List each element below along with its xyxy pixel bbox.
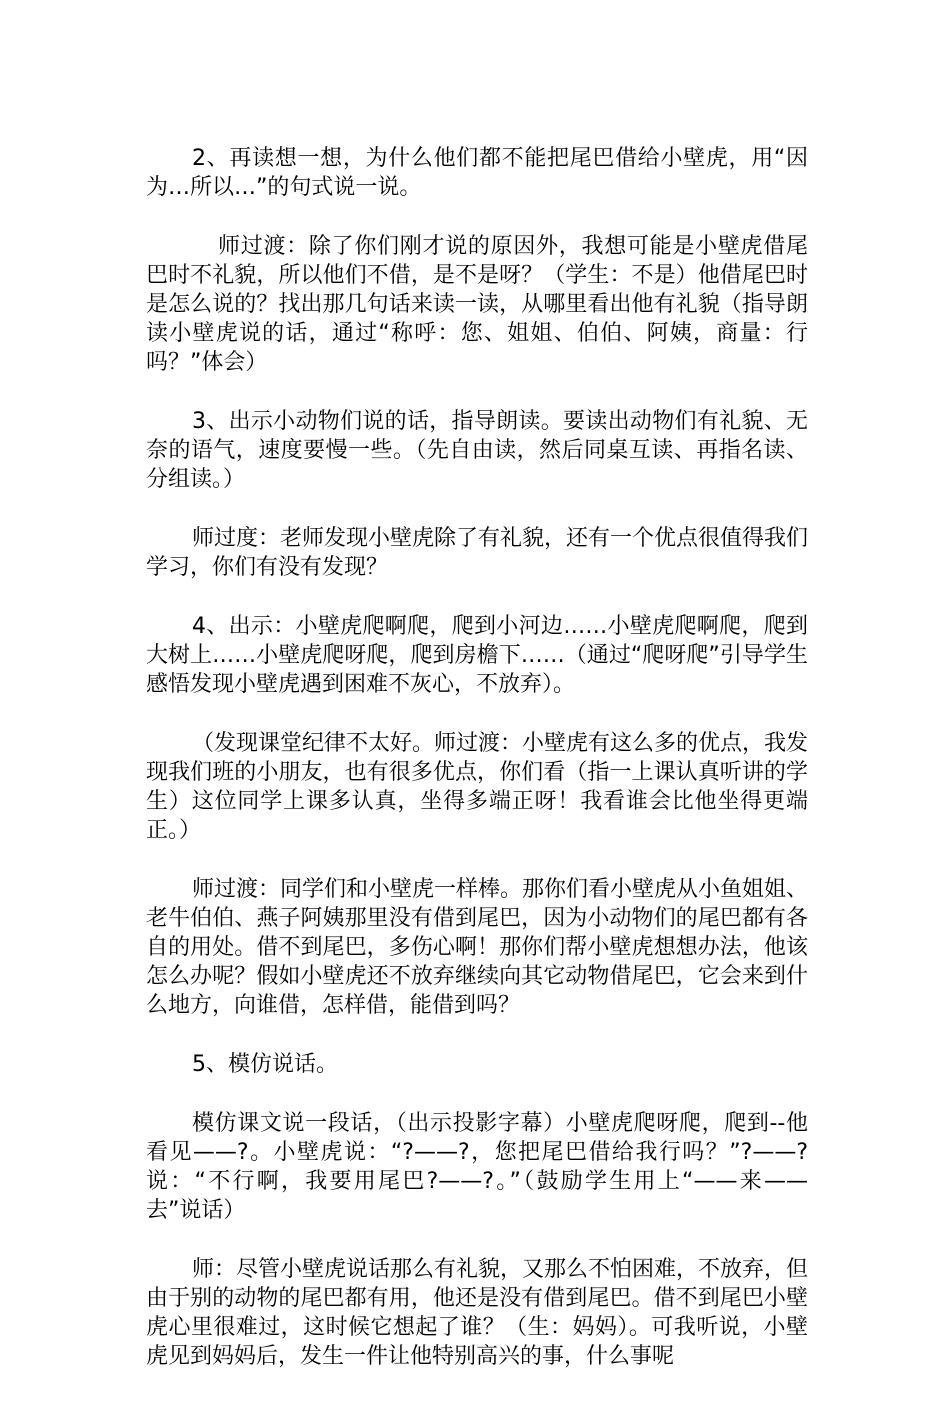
paragraph-teacher-transition-politeness: 师过渡：除了你们刚才说的原因外，我想可能是小壁虎借尾巴时不礼貌，所以他们不借，是不是呀？（学生：不是）他借尾巴时是怎么说的？找出那几句话来读一读，从哪里看出他有礼貌（指导朗读小壁虎说的话，通过“称呼：您、姐姐、伯伯、阿姨，商量：行吗？”体会） (146, 234, 808, 375)
paragraph-teacher-transition-merit: 师过度：老师发现小壁虎除了有礼貌，还有一个优点很值得我们学习，你们有没有发现？ (146, 526, 809, 580)
paragraph-teacher-transition-help: 师过渡：同学们和小壁虎一样棒。那你们看小壁虎从小鱼姐姐、老牛伯伯、燕子阿姨那里没有借到尾巴，因为小动物们的尾巴都有各自的用处。借不到尾巴，多伤心啊！那你们帮小壁虎想想办法，他该怎么办呢？假如小壁虎还不放弃继续向其它动物借尾巴，它会来到什么地方，向谁借，怎样借，能借到吗？ (146, 877, 809, 1018)
document-body (146, 144, 808, 1401)
paragraph-imitation-exercise: 模仿课文说一段话，（出示投影字幕）小壁虎爬呀爬，爬到--他看见——?。小壁虎说：“?——?，您把尾巴借给我行吗？”?——?说：“不行啊，我要用尾巴?——?。”（鼓励学生用上“——来——去”说话） (146, 1111, 808, 1223)
paragraph-classroom-discipline: （发现课堂纪律不太好。师过渡：小壁虎有这么多的优点，我发现我们班的小朋友，也有很多优点，你们看（指一上课认真听讲的学生）这位同学上课多认真，坐得多端正呀！我看谁会比他坐得更端正。） (146, 731, 809, 843)
paragraph-step-3: 3、出示小动物们说的话，指导朗读。要读出动物们有礼貌、无奈的语气，速度要慢一些。（先自由读，然后同桌互读、再指名读、分组读。） (146, 409, 808, 492)
paragraph-step-4: 4、出示：小壁虎爬啊爬，爬到小河边……小壁虎爬啊爬，爬到大树上……小壁虎爬呀爬，爬到房檐下……（通过“爬呀爬”引导学生感悟发现小壁虎遇到困难不灰心，不放弃）。 (146, 614, 808, 697)
paragraph-teacher-conclusion: 师：尽管小壁虎说话那么有礼貌，又那么不怕困难，不放弃，但由于别的动物的尾巴都有用，他还是没有借到尾巴。借不到尾巴小壁虎心里很难过，这时候它想起了谁？（生：妈妈）。可我听说，小壁虎见到妈妈后，发生一件让他特别高兴的事，什么事呢 (146, 1257, 809, 1369)
paragraph-step-5: 5、模仿说话。 (192, 1052, 338, 1077)
paragraph-step-2: 2、再读想一想，为什么他们都不能把尾巴借给小壁虎，用“因为…所以…”的句式说一说。 (146, 146, 808, 200)
